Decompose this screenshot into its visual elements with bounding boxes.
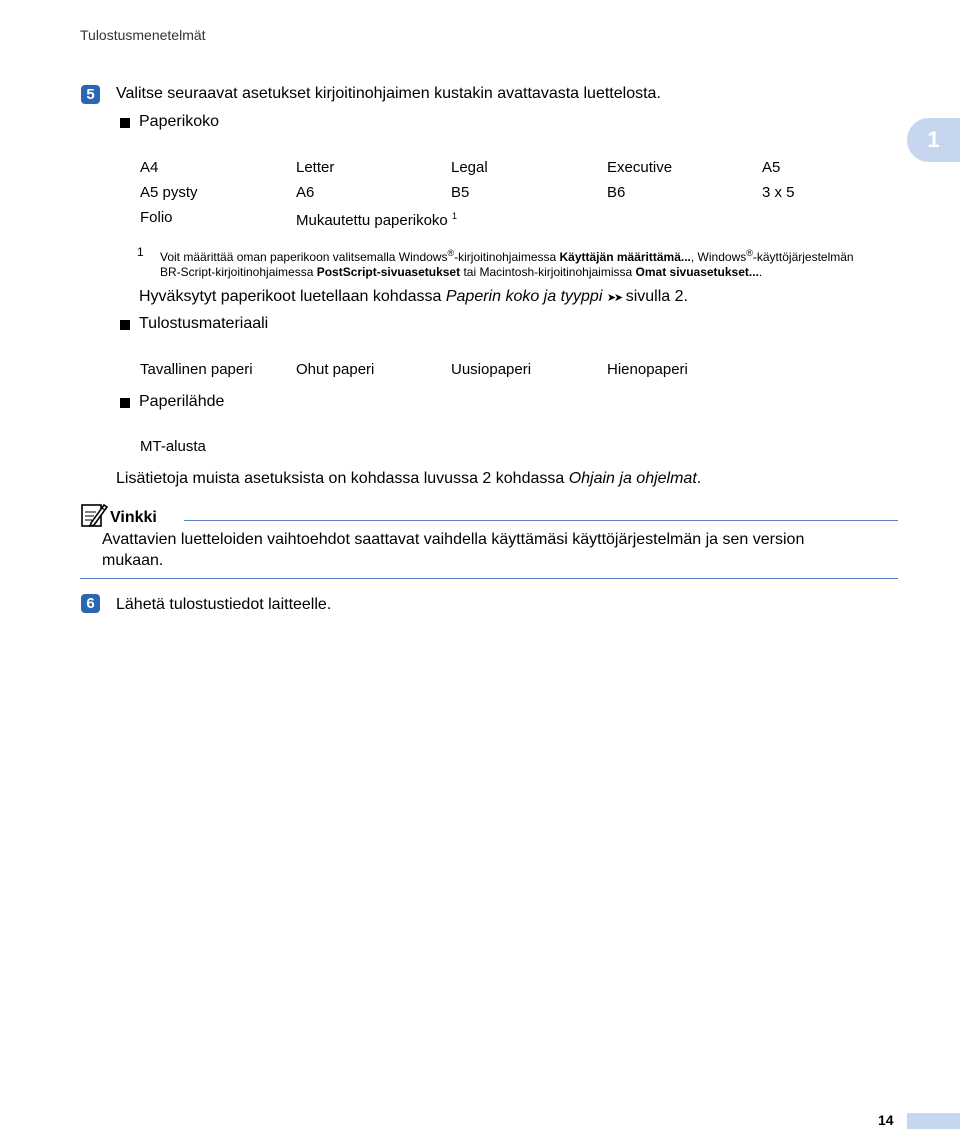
media-type-option: Uusiopaperi	[451, 361, 532, 378]
paper-size-option: A4	[140, 159, 159, 176]
footnote-line-2: BR-Script-kirjoitinohjaimessa PostScript-sivuasetukset tai Macintosh-kirjoitinohjaimissa Omat sivuasetukset....	[160, 265, 763, 279]
accepted-sizes-text: Hyväksytyt paperikoot luetellaan kohdassa Paperin koko ja tyyppi ➤➤ sivulla 2.	[139, 288, 688, 305]
note-divider-bottom	[80, 578, 898, 579]
page-number: 14	[878, 1112, 894, 1128]
media-type-option: Hienopaperi	[607, 361, 688, 378]
cross-reference-link[interactable]: Ohjain ja ohjelmat	[568, 470, 697, 487]
step-5-text: Valitse seuraavat asetukset kirjoitinohjaimen kustakin avattavasta luettelosta.	[116, 85, 661, 102]
note-text-line-2: mukaan.	[102, 552, 164, 569]
page-tab	[907, 1113, 960, 1129]
paper-size-option-custom: Mukautettu paperikoko $^1$	[296, 211, 457, 229]
paper-size-label: Paperikoko	[139, 113, 220, 130]
note-pencil-icon	[80, 501, 108, 529]
note-text-line-1: Avattavien luetteloiden vaihtoehdot saattavat vaihdella käyttämäsi käyttöjärjestelmän ja sen version	[102, 531, 805, 548]
footnote-marker: 1	[137, 245, 144, 259]
bullet-square-icon	[120, 118, 130, 128]
paper-size-option: 3 x 5	[762, 184, 795, 201]
paper-size-option: B5	[451, 184, 470, 201]
paper-size-option: B6	[607, 184, 626, 201]
paper-size-option: Legal	[451, 159, 488, 176]
paper-size-option: A6	[296, 184, 315, 201]
paper-size-option: Folio	[140, 209, 173, 226]
paper-size-option: A5 pysty	[140, 184, 198, 201]
step-6-badge: 6	[81, 594, 100, 613]
note-divider-top	[184, 520, 898, 521]
media-type-option: Ohut paperi	[296, 361, 375, 378]
double-arrow-icon: ➤➤	[606, 292, 622, 304]
footnote-line-1: Voit määrittää oman paperikoon valitsemalla Windows®-kirjoitinohjaimessa Käyttäjän määrittämä..., Windows®-käyttöjärjestelmän	[160, 248, 854, 264]
bullet-square-icon	[120, 398, 130, 408]
running-header: Tulostusmenetelmät	[80, 27, 206, 43]
step-5-badge: 5	[81, 85, 100, 104]
paper-size-option: Executive	[607, 159, 673, 176]
media-type-label: Tulostusmateriaali	[139, 315, 269, 332]
paper-source-label: Paperilähde	[139, 393, 225, 410]
cross-reference-link[interactable]: Paperin koko ja tyyppi	[445, 288, 603, 305]
paper-size-option: Letter	[296, 159, 335, 176]
bullet-square-icon	[120, 320, 130, 330]
paper-source-option: MT-alusta	[140, 438, 206, 455]
chapter-tab: 1	[907, 118, 960, 162]
more-info-text: Lisätietoja muista asetuksista on kohdassa luvussa 2 kohdassa Ohjain ja ohjelmat.	[116, 470, 702, 487]
media-type-option: Tavallinen paperi	[140, 361, 253, 378]
paper-size-option: A5	[762, 159, 781, 176]
step-6-text: Lähetä tulostustiedot laitteelle.	[116, 596, 332, 613]
note-title: Vinkki	[110, 509, 157, 526]
